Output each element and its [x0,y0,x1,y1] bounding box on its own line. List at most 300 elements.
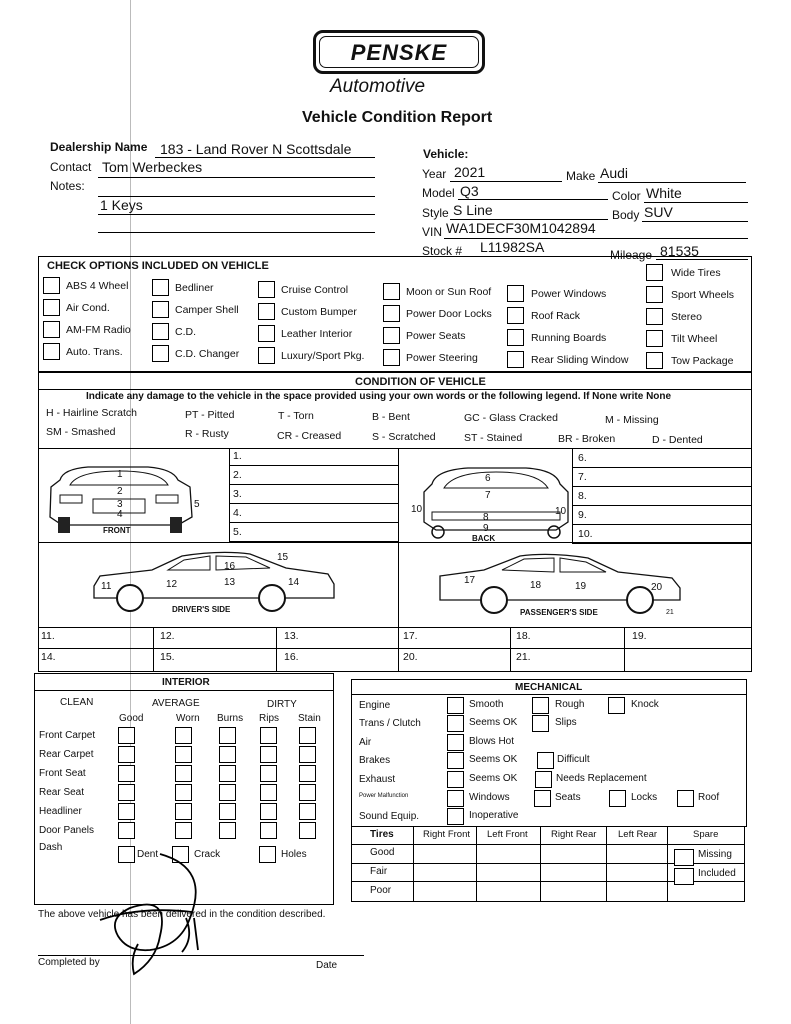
grid-top-rule [38,627,752,628]
legend-item: B - Bent [372,411,410,423]
delivered-statement: The above vehicle has been delivered in the condition described. [38,909,326,920]
tires-row-poor: Poor [370,885,392,896]
mechanical-sound-inoperative-label: Inoperative [469,810,519,821]
tires-header-right-front: Right Front [423,829,470,840]
mechanical-trans-seems-ok-label: Seems OK [469,717,518,728]
mechanical-trans-slips-label: Slips [555,717,577,728]
option-camper-shell-label: Camper Shell [175,304,239,316]
driver-mark-14: 14 [288,577,300,588]
option-power-windows-label: Power Windows [531,288,607,300]
option-sport-wheels-checkbox[interactable] [646,286,663,303]
grid-cell-label[interactable]: 18. [516,630,531,642]
tires-col-divider [667,826,668,902]
front-damage-line[interactable] [229,484,398,485]
option-power-steering-label: Power Steering [406,352,478,364]
option-auto-trans-label: Auto. Trans. [66,346,123,358]
interior-rear-carpet-stain-checkbox[interactable] [299,746,316,763]
vin-label: VIN [422,225,443,239]
options-heading: CHECK OPTIONS INCLUDED ON VEHICLE [47,260,269,272]
grid-cell-label[interactable]: 16. [284,651,299,663]
year-label: Year [422,167,447,181]
front-damage-line-number: 4. [233,507,242,519]
interior-door-panels-good-checkbox[interactable] [118,822,135,839]
interior-front-seat-rips-checkbox[interactable] [260,765,277,782]
legend-item: ST - Stained [464,432,523,444]
mechanical-sound-inoperative-checkbox[interactable] [447,808,464,825]
option-running-boards-checkbox[interactable] [507,329,524,346]
page-title: Vehicle Condition Report [302,109,493,126]
back-mark-7: 7 [485,490,491,501]
grid-mid-rule [38,648,752,649]
back-damage-line[interactable] [572,505,752,506]
stock-label: Stock # [422,244,463,258]
condition-instruction: Indicate any damage to the vehicle in the space provided using your own words or the following legend. If None write None [86,391,672,402]
tires-cell[interactable] [541,882,601,898]
grid-cell-label[interactable]: 14. [41,651,56,663]
driver-windows [168,556,270,570]
back-damage-line-number: 10. [578,528,593,540]
interior-door-panels-rips-checkbox[interactable] [260,822,277,839]
interior-row-rear-carpet: Rear Carpet [39,749,94,760]
back-damage-line-number: 8. [578,490,587,502]
mechanical-air-label: Air [359,737,372,748]
interior-row-door-panels: Door Panels [39,825,95,836]
dash-label: Dash [39,842,63,853]
dash-holes-label: Holes [281,849,307,860]
style-value[interactable]: S Line [453,202,493,218]
driver-front-wheel [117,585,143,611]
interior-headliner-stain-checkbox[interactable] [299,803,316,820]
tires-row-good: Good [370,847,395,858]
interior-rear-carpet-worn-checkbox[interactable] [175,746,192,763]
option-c-d-label: C.D. [175,326,196,338]
interior-rear-carpet-rips-checkbox[interactable] [260,746,277,763]
option-tilt-wheel-label: Tilt Wheel [671,333,718,345]
interior-col-worn: Worn [176,713,200,724]
signature [90,848,230,978]
front-damage-line-number: 1. [233,450,242,462]
style-label: Style [422,206,449,220]
mechanical-trans-seems-ok-checkbox[interactable] [447,715,464,732]
dash-dent-label: Dent [137,849,159,860]
interior-door-panels-burns-checkbox[interactable] [219,822,236,839]
front-damage-line-number: 2. [233,469,242,481]
tires-header-tires: Tires [370,829,394,840]
option-leather-interior-label: Leather Interior [281,328,353,340]
notes-value[interactable]: 1 Keys [100,197,143,213]
interior-rear-seat-good-checkbox[interactable] [118,784,135,801]
mechanical-power-roof-checkbox[interactable] [677,790,694,807]
mechanical-air-blows-hot-checkbox[interactable] [447,734,464,751]
mechanical-power-locks-label: Locks [631,792,658,803]
legend-item: T - Torn [278,410,314,422]
tires-cell[interactable] [414,844,474,860]
option-am-fm-radio-label: AM-FM Radio [66,324,131,336]
back-right-wheel [548,526,560,538]
interior-front-seat-burns-checkbox[interactable] [219,765,236,782]
condition-heading-rule [38,389,752,390]
option-c-d-checkbox[interactable] [152,323,169,340]
interior-rear-seat-burns-checkbox[interactable] [219,784,236,801]
interior-average-label: AVERAGE [152,698,200,709]
diagram-top-rule [38,448,752,449]
grid-cell-label[interactable]: 19. [632,630,647,642]
dealership-name-line [155,157,375,158]
mechanical-exhaust-needs-replacement-checkbox[interactable] [535,771,552,788]
passenger-front-wheel [627,587,653,613]
interior-row-front-seat: Front Seat [39,768,86,779]
interior-col-stain: Stain [298,713,321,724]
mechanical-brakes-label: Brakes [359,755,391,766]
grid-cell-label[interactable]: 12. [160,630,175,642]
front-damage-line[interactable] [229,503,398,504]
back-bumper [432,512,560,520]
contact-label: Contact [50,160,92,174]
option-sport-wheels-label: Sport Wheels [671,289,735,301]
mechanical-engine-smooth-checkbox[interactable] [447,697,464,714]
passenger-mark-19: 19 [575,581,587,592]
stock-value[interactable]: L11982SA [480,239,545,255]
mechanical-engine-rough-checkbox[interactable] [532,697,549,714]
option-roof-rack-label: Roof Rack [531,310,581,322]
notes-label: Notes: [50,179,85,193]
back-left-wheel [432,526,444,538]
tires-header-spare: Spare [693,829,719,840]
tires-cell[interactable] [607,882,667,898]
dealership-name-value[interactable]: 183 - Land Rover N Scottsdale [160,141,352,157]
back-mark-10-right: 10 [555,506,567,517]
option-cruise-control-label: Cruise Control [281,284,349,296]
legend-item: M - Missing [605,414,659,426]
option-running-boards-label: Running Boards [531,332,607,344]
front-damage-line[interactable] [229,522,398,523]
mechanical-brakes-difficult-checkbox[interactable] [537,752,554,769]
front-damage-line[interactable] [229,465,398,466]
back-damage-line[interactable] [572,467,752,468]
front-mark-1: 1 [117,469,123,480]
grid-cell-label[interactable]: 20. [403,651,418,663]
tires-cell[interactable] [477,882,537,898]
tires-row-fair: Fair [370,866,388,877]
completed-by-label: Completed by [38,957,100,968]
front-diagram-divider [229,448,230,542]
option-rear-sliding-window-label: Rear Sliding Window [531,354,629,366]
interior-clean-label: CLEAN [60,697,94,708]
mechanical-exhaust-needs-replacement-label: Needs Replacement [556,773,647,784]
passenger-rear-wheel [481,587,507,613]
grid-divider [624,627,625,672]
tires-cell[interactable] [541,844,601,860]
grid-divider [153,627,154,672]
front-mark-3: 3 [117,499,123,510]
back-damage-line[interactable] [572,486,752,487]
mechanical-power-seats-checkbox[interactable] [534,790,551,807]
option-stereo-label: Stereo [671,311,702,323]
dealership-name-label: Dealership Name [50,140,148,154]
back-damage-line-number: 6. [578,452,587,464]
option-am-fm-radio-checkbox[interactable] [43,321,60,338]
spare-included-label: Included [698,868,736,879]
back-mark-9: 9 [483,523,489,534]
driver-mark-16: 16 [224,561,236,572]
date-label: Date [316,960,338,971]
front-mark-2: 2 [117,486,123,497]
contact-value[interactable]: Tom Werbeckes [102,159,203,175]
tires-cell[interactable] [607,844,667,860]
front-damage-line-number: 5. [233,526,242,538]
passenger-mark-18: 18 [530,580,542,591]
interior-col-burns: Burns [217,713,244,724]
mechanical-exhaust-seems-ok-checkbox[interactable] [447,771,464,788]
back-diagram-divider [572,448,573,542]
interior-door-panels-stain-checkbox[interactable] [299,822,316,839]
make-line [598,182,746,183]
model-line [458,199,608,200]
option-custom-bumper-label: Custom Bumper [281,306,357,318]
option-power-door-locks-checkbox[interactable] [383,305,400,322]
interior-front-carpet-good-checkbox[interactable] [118,727,135,744]
signature-stroke [100,854,198,974]
option-power-seats-checkbox[interactable] [383,327,400,344]
option-bedliner-label: Bedliner [175,282,214,294]
spare-included-checkbox[interactable] [674,868,694,885]
legend-item: R - Rusty [185,428,229,440]
back-view-car [418,462,578,542]
mechanical-exhaust-label: Exhaust [359,774,396,785]
penske-logo [313,30,485,74]
brand-text: PENSKE [350,40,448,65]
mechanical-power-windows-label: Windows [469,792,510,803]
legend-item: D - Dented [652,434,703,446]
mechanical-power-locks-checkbox[interactable] [609,790,626,807]
option-tow-package-label: Tow Package [671,355,734,367]
option-custom-bumper-checkbox[interactable] [258,303,275,320]
interior-front-carpet-burns-checkbox[interactable] [219,727,236,744]
interior-col-rips: Rips [259,713,280,724]
mechanical-engine-smooth-label: Smooth [469,699,504,710]
option-roof-rack-checkbox[interactable] [507,307,524,324]
interior-col-good: Good [119,713,144,724]
tires-cell[interactable] [541,863,601,879]
option-camper-shell-checkbox[interactable] [152,301,169,318]
legend-item: CR - Creased [277,430,342,442]
mechanical-brakes-difficult-label: Difficult [557,754,590,765]
body-line [642,221,748,222]
driver-mark-12: 12 [166,579,178,590]
interior-front-seat-worn-checkbox[interactable] [175,765,192,782]
interior-front-seat-good-checkbox[interactable] [118,765,135,782]
option-abs-4-wheel-checkbox[interactable] [43,277,60,294]
grid-cell-label[interactable]: 17. [403,630,418,642]
interior-headliner-rips-checkbox[interactable] [260,803,277,820]
grid-cell-label[interactable]: 11. [41,630,55,642]
interior-dirty-label: DIRTY [267,699,297,710]
front-right-light [156,495,178,503]
front-left-light [60,495,82,503]
option-abs-4-wheel-label: ABS 4 Wheel [66,280,129,292]
option-tow-package-checkbox[interactable] [646,352,663,369]
front-label: FRONT [103,526,131,535]
mechanical-brakes-seems-ok-checkbox[interactable] [447,752,464,769]
interior-row-headliner: Headliner [39,806,82,817]
front-mark-5: 5 [194,499,200,510]
interior-front-carpet-stain-checkbox[interactable] [299,727,316,744]
interior-row-rear-seat: Rear Seat [39,787,85,798]
front-left-tire [58,517,70,533]
interior-heading: INTERIOR [162,677,210,688]
mechanical-trans-slips-checkbox[interactable] [532,715,549,732]
notes-line-3 [98,232,375,233]
grid-cell-label[interactable]: 21. [516,651,531,663]
option-wide-tires-checkbox[interactable] [646,264,663,281]
interior-rear-carpet-burns-checkbox[interactable] [219,746,236,763]
interior-headliner-burns-checkbox[interactable] [219,803,236,820]
interior-row-front-carpet: Front Carpet [39,730,96,741]
tires-header-left-front: Left Front [487,829,528,840]
body-label: Body [612,208,640,222]
back-mark-8: 8 [483,512,489,523]
interior-rear-seat-stain-checkbox[interactable] [299,784,316,801]
back-damage-line[interactable] [572,543,752,544]
tires-header-left-rear: Left Rear [618,829,658,840]
vin-value[interactable]: WA1DECF30M1042894 [446,220,596,236]
interior-front-carpet-worn-checkbox[interactable] [175,727,192,744]
back-mark-10-left: 10 [411,504,423,515]
option-power-door-locks-label: Power Door Locks [406,308,492,320]
option-auto-trans-checkbox[interactable] [43,343,60,360]
driver-mark-15: 15 [277,552,289,563]
mechanical-power-label: Power Malfunction [359,793,409,799]
mechanical-exhaust-seems-ok-label: Seems OK [469,773,518,784]
mechanical-power-roof-label: Roof [698,792,720,803]
option-power-seats-label: Power Seats [406,330,466,342]
interior-headliner-worn-checkbox[interactable] [175,803,192,820]
color-label: Color [612,189,641,203]
back-label: BACK [472,534,496,543]
interior-rear-seat-worn-checkbox[interactable] [175,784,192,801]
year-value[interactable]: 2021 [454,164,486,180]
interior-rear-seat-rips-checkbox[interactable] [260,784,277,801]
spare-missing-checkbox[interactable] [674,849,694,866]
tires-header-right-rear: Right Rear [551,829,597,840]
make-value[interactable]: Audi [600,165,629,181]
sub-brand: Automotive [330,76,426,97]
passenger-windows [502,558,606,572]
model-value[interactable]: Q3 [460,183,479,199]
body-value[interactable]: SUV [644,204,673,220]
option-moon-or-sun-roof-label: Moon or Sun Roof [406,286,492,298]
legend-item: BR - Broken [558,433,616,445]
interior-door-panels-worn-checkbox[interactable] [175,822,192,839]
mechanical-engine-rough-label: Rough [555,699,585,710]
mechanical-air-blows-hot-label: Blows Hot [469,736,515,747]
front-right-tire [170,517,182,533]
driver-rear-wheel [259,585,285,611]
notes-line-2 [98,214,375,215]
model-label: Model [422,186,455,200]
option-luxury-sport-pkg-checkbox[interactable] [258,347,275,364]
mileage-value[interactable]: 81535 [660,243,699,259]
front-view-car [48,455,228,540]
vehicle-heading: Vehicle: [423,147,469,161]
option-luxury-sport-pkg-label: Luxury/Sport Pkg. [281,350,365,362]
grid-cell-label[interactable]: 13. [284,630,299,642]
grid-divider [276,627,277,672]
option-stereo-checkbox[interactable] [646,308,663,325]
passenger-mark-20: 20 [651,582,663,593]
color-line [644,202,748,203]
dash-holes-checkbox[interactable] [259,846,276,863]
passenger-side-label: PASSENGER'S SIDE [520,608,598,617]
option-leather-interior-checkbox[interactable] [258,325,275,342]
tires-cell[interactable] [414,882,474,898]
interior-front-carpet-rips-checkbox[interactable] [260,727,277,744]
tires-cell[interactable] [414,863,474,879]
front-mark-4: 4 [117,509,123,520]
legend-item: GC - Glass Cracked [464,412,558,424]
option-air-cond-label: Air Cond. [66,302,110,314]
mechanical-heading-rule [351,694,747,695]
mechanical-heading: MECHANICAL [515,682,583,693]
option-air-cond-checkbox[interactable] [43,299,60,316]
back-damage-line-number: 7. [578,471,587,483]
driver-side-label: DRIVER'S SIDE [172,605,231,614]
legend-item: H - Hairline Scratch [46,407,138,419]
legend-item: S - Scratched [372,431,436,443]
interior-heading-rule [34,690,334,691]
option-power-windows-checkbox[interactable] [507,285,524,302]
grid-cell-label[interactable]: 15. [160,651,175,663]
option-bedliner-checkbox[interactable] [152,279,169,296]
mechanical-sound-label: Sound Equip. [359,811,420,822]
color-value[interactable]: White [646,185,682,201]
mechanical-power-seats-label: Seats [555,792,581,803]
mechanical-trans-label: Trans / Clutch [359,718,421,729]
legend-item: PT - Pitted [185,409,235,421]
option-rear-sliding-window-checkbox[interactable] [507,351,524,368]
option-power-steering-checkbox[interactable] [383,349,400,366]
mechanical-engine-label: Engine [359,700,391,711]
back-damage-line[interactable] [572,524,752,525]
grid-divider [510,627,511,672]
front-damage-line-number: 3. [233,488,242,500]
tires-cell[interactable] [477,863,537,879]
tires-cell[interactable] [477,844,537,860]
option-c-d-changer-checkbox[interactable] [152,345,169,362]
interior-front-seat-stain-checkbox[interactable] [299,765,316,782]
interior-headliner-good-checkbox[interactable] [118,803,135,820]
condition-heading: CONDITION OF VEHICLE [355,376,486,388]
back-damage-line-number: 9. [578,509,587,521]
mechanical-power-windows-checkbox[interactable] [447,790,464,807]
option-moon-or-sun-roof-checkbox[interactable] [383,283,400,300]
legend-item: SM - Smashed [46,426,116,438]
grid-divider [398,627,399,672]
passenger-mark-17: 17 [464,575,476,586]
mechanical-engine-knock-checkbox[interactable] [608,697,625,714]
option-c-d-changer-label: C.D. Changer [175,348,240,360]
make-label: Make [566,169,596,183]
option-cruise-control-checkbox[interactable] [258,281,275,298]
diagram-mid-rule [38,542,752,543]
option-tilt-wheel-checkbox[interactable] [646,330,663,347]
year-line [450,181,562,182]
interior-rear-carpet-good-checkbox[interactable] [118,746,135,763]
tires-cell[interactable] [607,863,667,879]
passenger-mark-21: 21 [666,609,674,616]
option-wide-tires-label: Wide Tires [671,267,721,279]
spare-missing-label: Missing [698,849,732,860]
